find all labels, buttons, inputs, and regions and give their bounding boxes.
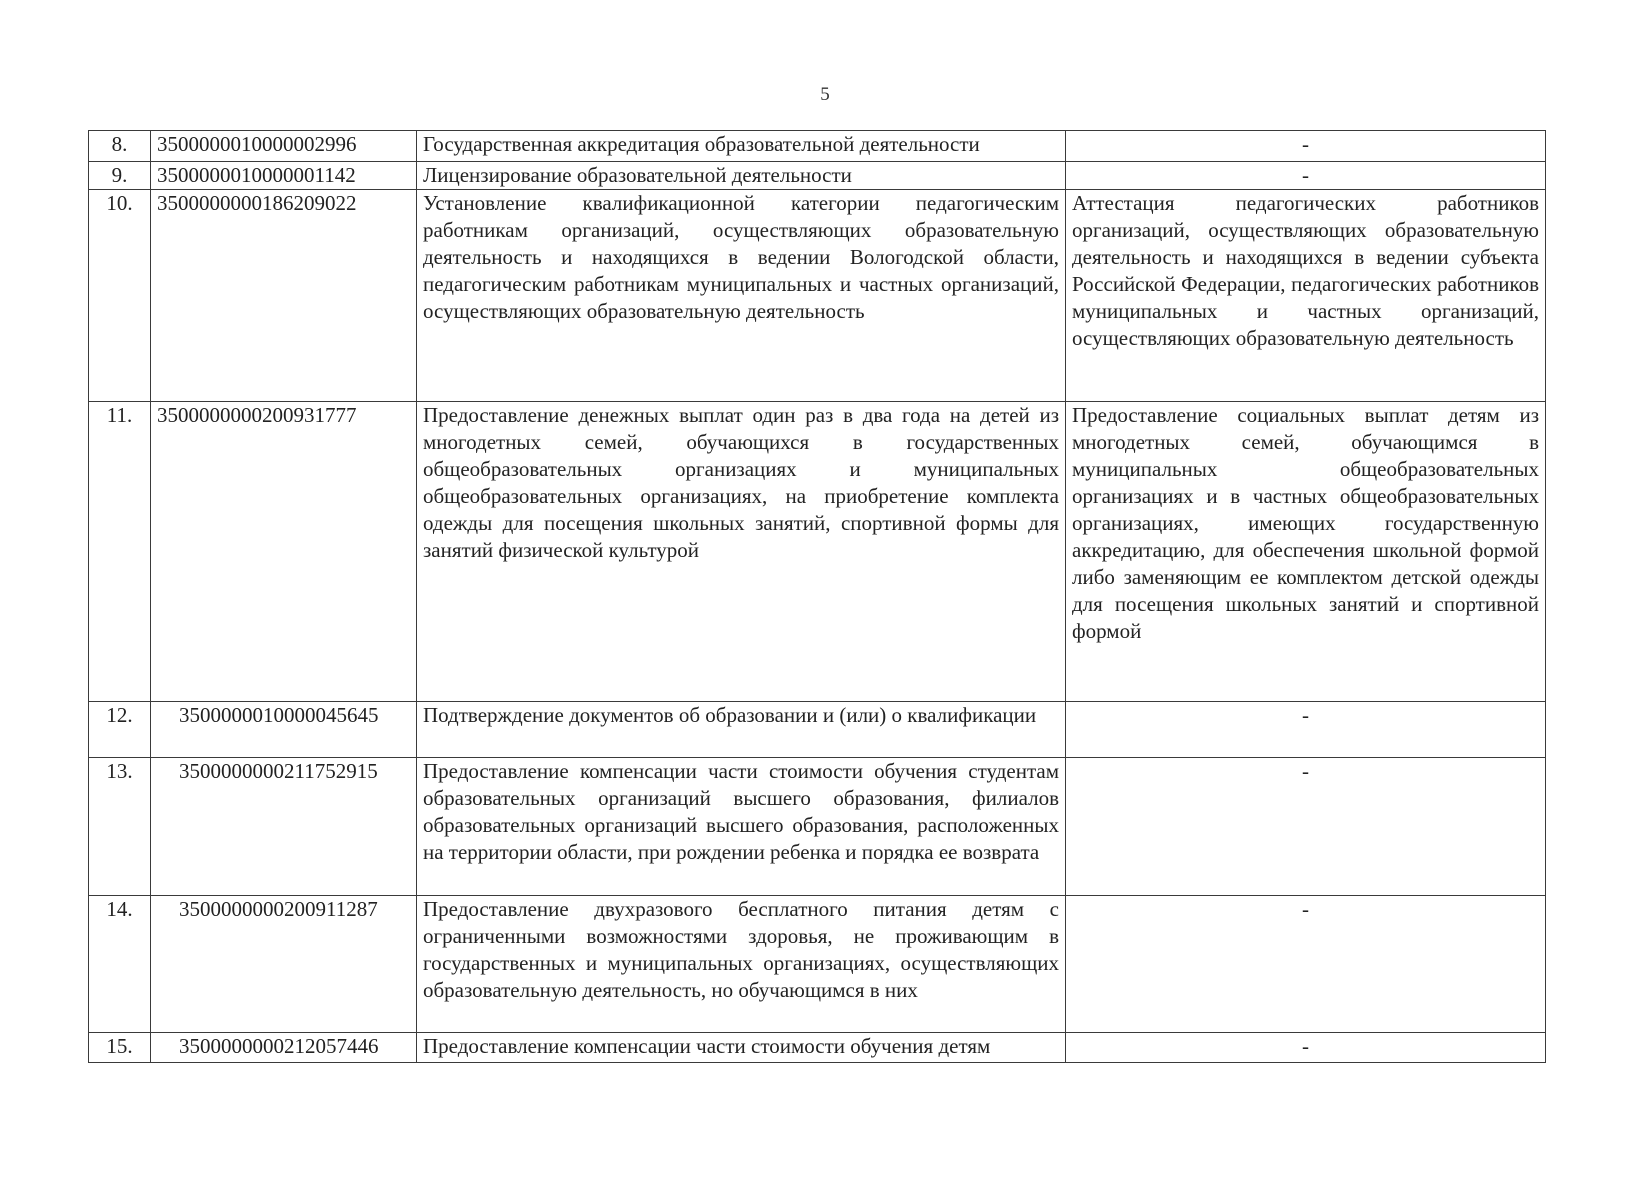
service-name: Предоставление двухразового бесплатного питания детям с ограниченными возможностями здоровья, не проживающим в государственных и муниципальных организациях, осуществляющих образовательную деятельность, но обучающимся в них [417,896,1066,1033]
service-code: 3500000000200911287 [151,896,417,1033]
row-number: 13. [89,758,151,896]
related-service: - [1066,896,1546,1033]
table-row [89,1033,1546,1063]
service-code: 3500000000212057446 [151,1033,417,1063]
page-number: 5 [820,84,830,105]
service-name: Лицензирование образовательной деятельности [417,162,1066,190]
row-number: 12. [89,702,151,758]
table-row [89,402,1546,702]
service-code: 3500000010000045645 [151,702,417,758]
service-name: Предоставление компенсации части стоимости обучения детям [417,1033,1066,1063]
related-service: Предоставление социальных выплат детям из многодетных семей, обучающимся в муниципальных общеобразовательных организациях и в частных общеобразовательных организациях, имеющих государственную аккредитацию, для обеспечения школьной формой либо заменяющим ее комплектом детской одежды для посещения школьных занятий и спортивной формой [1066,402,1546,702]
related-service: - [1066,162,1546,190]
service-code: 3500000000211752915 [151,758,417,896]
service-name: Подтверждение документов об образовании и (или) о квалификации [417,702,1066,758]
service-name: Предоставление денежных выплат один раз в два года на детей из многодетных семей, обучающихся в государственных общеобразовательных организациях и муниципальных общеобразовательных организациях, на приобретение комплекта одежды для посещения школьных занятий, спортивной формы для занятий физической культурой [417,402,1066,702]
row-number: 8. [89,131,151,162]
table-row [89,758,1546,896]
related-service: - [1066,131,1546,162]
table-row [89,190,1546,402]
service-name: Предоставление компенсации части стоимости обучения студентам образовательных организаций высшего образования, филиалов образовательных организаций высшего образования, расположенных на территории области, при рождении ребенка и порядка ее возврата [417,758,1066,896]
table-row [89,162,1546,190]
table-row [89,131,1546,162]
row-number: 10. [89,190,151,402]
row-number: 11. [89,402,151,702]
related-service: Аттестация педагогических работников организаций, осуществляющих образовательную деятельность и находящихся в ведении субъекта Российской Федерации, педагогических работников муниципальных и частных организаций, осуществляющих образовательную деятельность [1066,190,1546,402]
row-number: 15. [89,1033,151,1063]
related-service: - [1066,758,1546,896]
service-code: 3500000000200931777 [151,402,417,702]
row-number: 9. [89,162,151,190]
related-service: - [1066,1033,1546,1063]
service-code: 3500000010000001142 [151,162,417,190]
service-code: 3500000010000002996 [151,131,417,162]
service-name: Государственная аккредитация образовательной деятельности [417,131,1066,162]
related-service: - [1066,702,1546,758]
services-table [88,130,1546,1063]
row-number: 14. [89,896,151,1033]
service-code: 3500000000186209022 [151,190,417,402]
table-row [89,702,1546,758]
service-name: Установление квалификационной категории педагогическим работникам организаций, осуществляющих образовательную деятельность и находящихся в ведении Вологодской области, педагогическим работникам муниципальных и частных организаций, осуществляющих образовательную деятельность [417,190,1066,402]
table-row [89,896,1546,1033]
